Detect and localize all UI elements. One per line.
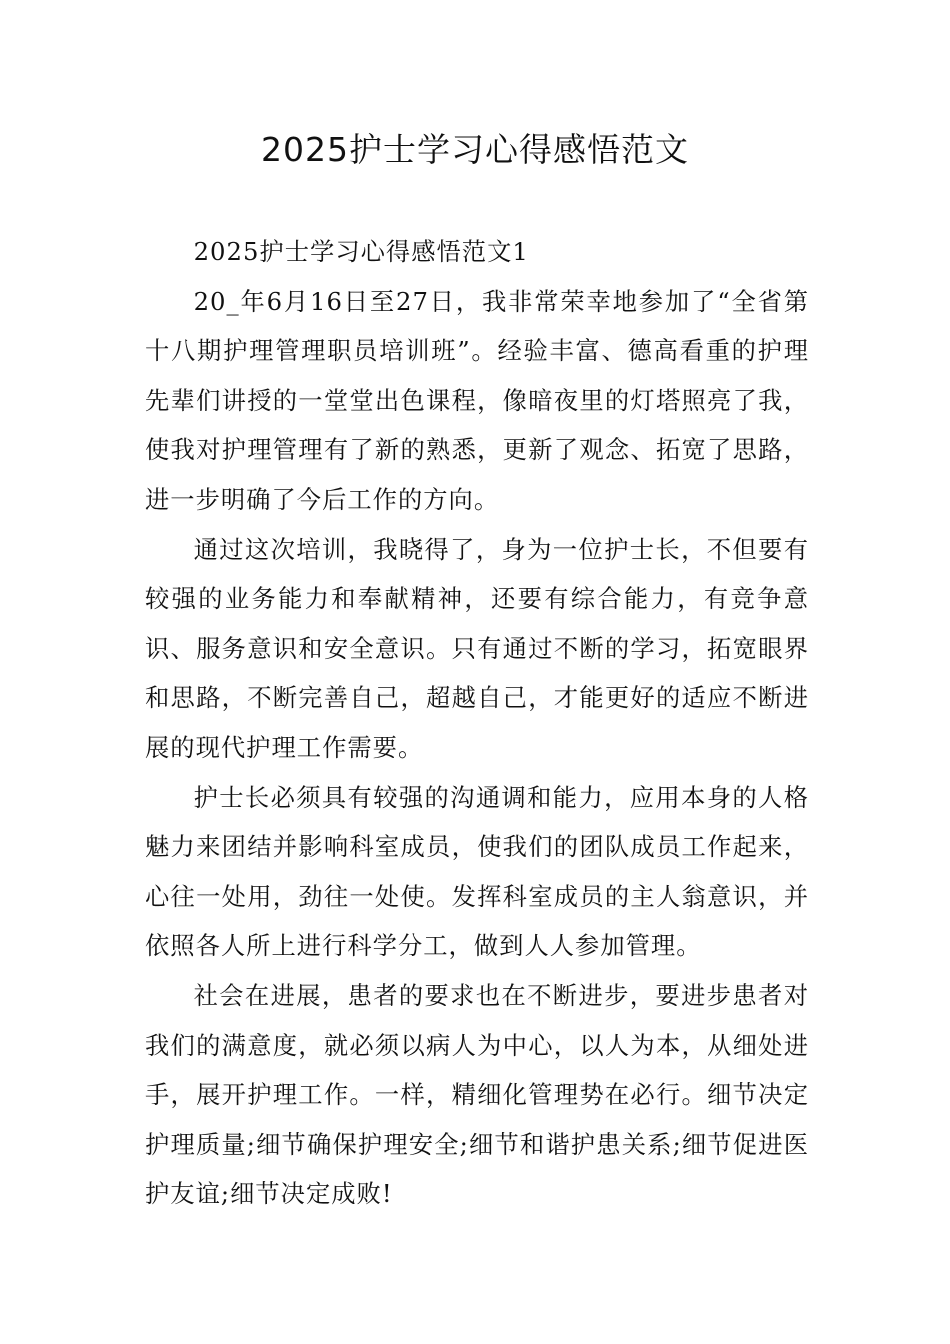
paragraph-4: 社会在进展，患者的要求也在不断进步，要进步患者对我们的满意度，就必须以病人为中心，以人为本，从细处进手，展开护理工作。一样，精细化管理势在必行。细节决定护理质量;细节确保护理安全;细节和谐护患关系;细节促进医护友谊;细节决定成败!	[145, 980, 809, 1209]
paragraph-1: 20_年6月16日至27日，我非常荣幸地参加了“全省第十八期护理管理职员培训班”。经验丰富、德高看重的护理先辈们讲授的一堂堂出色课程，像暗夜里的灯塔照亮了我，使我对护理管理有了新的熟悉，更新了观念、拓宽了思路，进一步明确了今后工作的方向。	[145, 286, 809, 514]
paragraph-3: 护士长必须具有较强的沟通调和能力，应用本身的人格魅力来团结并影响科室成员，使我们的团队成员工作起来，心往一处用，劲往一处使。发挥科室成员的主人翁意识，并依照各人所上进行科学分工，做到人人参加管理。	[145, 782, 809, 961]
paragraph-2: 通过这次培训，我晓得了，身为一位护士长，不但要有较强的业务能力和奉献精神，还要有综合能力，有竞争意识、服务意识和安全意识。只有通过不断的学习，拓宽眼界和思路，不断完善自己，超越自己，才能更好的适应不断进展的现代护理工作需要。	[145, 534, 809, 762]
document-title: 2025护士学习心得感悟范文	[261, 130, 689, 169]
section-heading: 2025护士学习心得感悟范文1	[193, 237, 529, 266]
document-body	[145, 227, 809, 1219]
